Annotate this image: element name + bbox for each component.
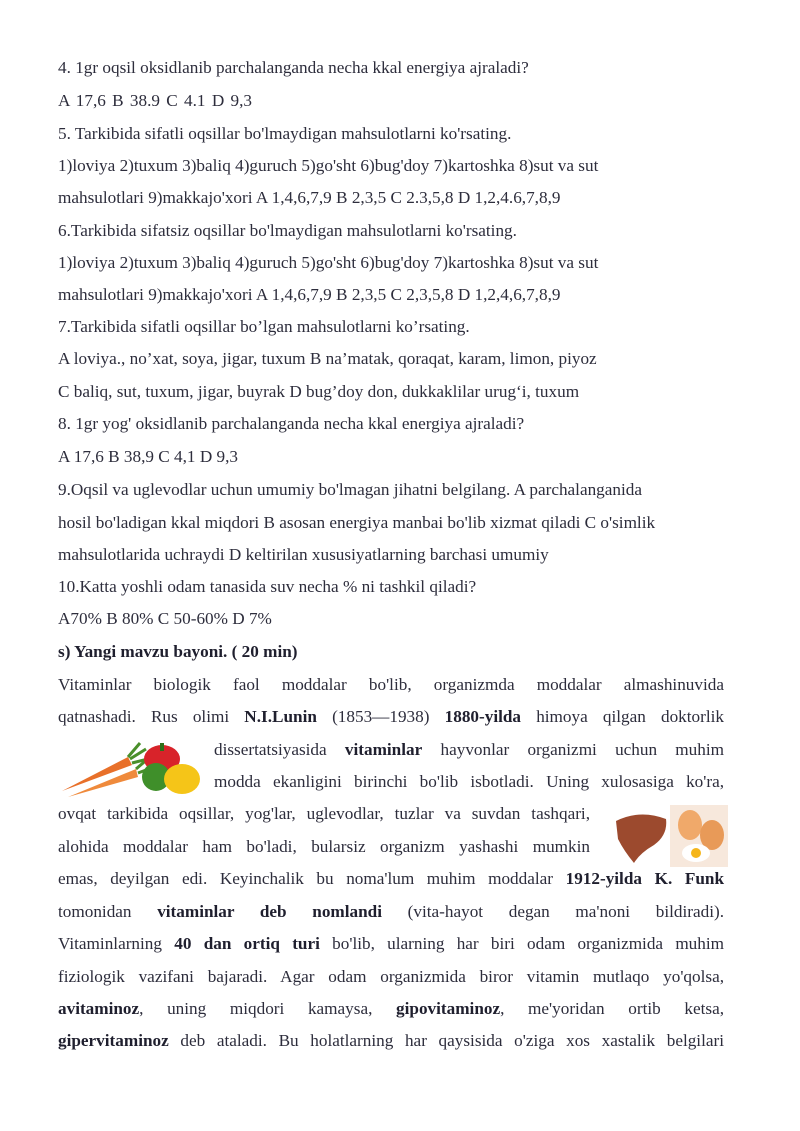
bold-year-1912-funk: 1912-yilda K. Funk — [565, 869, 724, 888]
bold-term-naming: vitaminlar deb nomlandi — [157, 902, 383, 921]
paragraph-line: ovqat tarkibida oqsillar, yog'lar, uglevodlar, tuzlar va suvdan tashqari, — [58, 804, 590, 823]
paragraph-line — [58, 1031, 724, 1051]
text-run: emas, deyilgan edi. Keyinchalik bu noma'lum muhim moddalar — [58, 869, 553, 888]
paragraph-line: alohida moddalar ham bo'ladi, bularsiz organizm yashashi mumkin — [58, 837, 590, 856]
section-heading: s) Yangi mavzu bayoni. ( 20 min) — [58, 642, 298, 661]
q7-options-line1: A loviya., no’xat, soya, jigar, tuxum B na’matak, qoraqat, karam, limon, piyoz — [58, 349, 597, 368]
bold-name-lunin: N.I.Lunin — [244, 707, 317, 726]
egg-icon — [670, 805, 728, 867]
q9-line2: hosil bo'ladigan kkal miqdori B asosan energiya manbai bo'lib xizmat qiladi C o'simlik — [58, 513, 656, 532]
text-run: qatnashadi. Rus olimi — [58, 707, 230, 726]
text-run: , me'yoridan ortib ketsa, — [500, 999, 724, 1018]
q8-options: A 17,6 B 38,9 C 4,1 D 9,3 — [58, 447, 239, 466]
bold-year-1880: 1880-yilda — [444, 707, 522, 726]
text-run: tomonidan — [58, 902, 132, 921]
q6-items-line2: mahsulotlari 9)makkajo'xori A 1,4,6,7,9 B 2,3,5 C 2,3,5,8 D 1,2,4,6,7,8,9 — [58, 285, 561, 304]
text-run: deb ataladi. Bu holatlarning har qaysisida o'ziga xos xastalik belgilari — [180, 1031, 724, 1050]
q7-options-line2: C baliq, sut, tuxum, jigar, buyrak D bug’doy don, dukkaklilar urug‘i, tuxum — [58, 382, 580, 401]
text-run: hayvonlar organizmi uchun muhim — [440, 740, 725, 759]
paragraph-line — [58, 902, 724, 922]
q6-items-line1: 1)loviya 2)tuxum 3)baliq 4)guruch 5)go'sht 6)bug'doy 7)kartoshka 8)sut va sut — [58, 253, 599, 272]
text-run: (vita-hayot degan ma'noni bildiradi). — [407, 902, 724, 921]
q10-options: A70% B 80% C 50-60% D 7% — [58, 609, 272, 628]
text-run: dissertatsiyasida — [214, 740, 327, 759]
paragraph-line: fiziologik vazifani bajaradi. Agar odam organizmida biror vitamin mutlaqo yo'qolsa, — [58, 967, 724, 986]
paragraph-line — [58, 934, 724, 954]
q5-question: 5. Tarkibida sifatli oqsillar bo'lmaydigan mahsulotlarni ko'rsating. — [58, 124, 512, 143]
q5-items-line1: 1)loviya 2)tuxum 3)baliq 4)guruch 5)go'sht 6)bug'doy 7)kartoshka 8)sut va sut — [58, 156, 599, 175]
paragraph-line: modda ekanligini birinchi bo'lib isbotladi. Uning xulosasiga ko'ra, — [214, 772, 724, 791]
paragraph-line: Vitaminlar biologik faol moddalar bo'lib, organizmda moddalar almashinuvida — [58, 675, 724, 694]
q8-question: 8. 1gr yog' oksidlanib parchalanganda necha kkal energiya ajraladi? — [58, 414, 525, 433]
bold-term-gipervitaminoz: gipervitaminoz — [58, 1031, 169, 1050]
q4-question: 4. 1gr oqsil oksidlanib parchalanganda necha kkal energiya ajraladi? — [58, 58, 529, 77]
bold-term-vitaminlar: vitaminlar — [344, 740, 423, 759]
paragraph-line — [58, 869, 724, 889]
bold-term-gipovitaminoz: gipovitaminoz — [396, 999, 501, 1018]
text-run: Vitaminlarning — [58, 934, 162, 953]
q6-question: 6.Tarkibida sifatsiz oqsillar bo'lmaydigan mahsulotlarni ko'rsating. — [58, 221, 517, 240]
text-run: himoya qilgan doktorlik — [536, 707, 725, 726]
q9-line3: mahsulotlarida uchraydi D keltirilan xususiyatlarning barchasi umumiy — [58, 545, 549, 564]
q4-options: A 17,6 B 38.9 C 4.1 D 9,3 — [58, 91, 253, 110]
text-run: , uning miqdori kamaysa, — [139, 999, 373, 1018]
vegetables-image — [58, 737, 206, 799]
paragraph-line — [58, 707, 724, 727]
q5-items-line2: mahsulotlari 9)makkajo'xori A 1,4,6,7,9 B 2,3,5 C 2.3,5,8 D 1,2,4.6,7,8,9 — [58, 188, 561, 207]
q10-question: 10.Katta yoshli odam tanasida suv necha % ni tashkil qiladi? — [58, 577, 477, 596]
text-run: bo'lib, ularning har biri odam organizmida muhim — [332, 934, 725, 953]
carrot-icon — [62, 743, 154, 797]
text-run: (1853—1938) — [332, 707, 430, 726]
liver-eggs-image — [610, 805, 728, 867]
q9-line1: 9.Oqsil va uglevodlar uchun umumiy bo'lmagan jihatni belgilang. A parchalanganida — [58, 480, 642, 499]
paragraph-line — [58, 999, 724, 1019]
paragraph-line — [214, 740, 724, 760]
bold-count-types: 40 dan ortiq turi — [174, 934, 320, 953]
pepper-icon — [142, 743, 200, 794]
bold-term-avitaminoz: avitaminoz — [58, 999, 140, 1018]
q7-question: 7.Tarkibida sifatli oqsillar bo’lgan mahsulotlarni ko’rsating. — [58, 317, 470, 336]
